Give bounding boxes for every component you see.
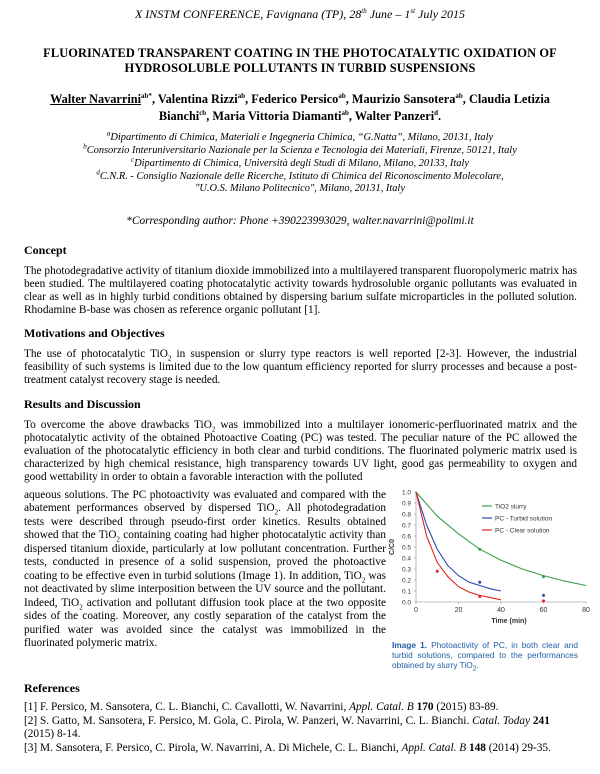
heading-results: Results and Discussion: [24, 397, 141, 411]
data-point: [542, 594, 545, 597]
author-6: Walter Panzeri: [354, 109, 435, 123]
data-point: [436, 570, 439, 573]
reference-3: [3] M. Sansotera, F. Persico, C. Pirola, W. Navarrini, A. Di Michele, C. L. Bianchi, Appl. Catal. B 148 (2014) 29-35.: [24, 742, 551, 754]
author-0: Walter Navarrini: [50, 92, 142, 106]
affiliation-a: $^a$Dipartimento di Chimica, Materiali e Ingegneria Chimica, “G.Natta”, Milano, 20131, Italy: [106, 129, 494, 143]
concept-paragraph: The photodegradative activity of titanium dioxide immobilized into a multilayered transparent fluoropolymeric matrix has been studied. The multilayered coating photocatalytic activity towards hydrosoluble organic pollutants was evaluated in clear as well as in highly turbid conditions obtained by dispersing barium sulfate microparticles in the polluted solution. Rhodamine B-base was chosen as reference organic pollutant [1].: [24, 265, 577, 316]
heading-motivations: Motivations and Objectives: [24, 326, 165, 340]
legend-label-0: TiO2 slurry: [495, 503, 527, 511]
legend-label-1: PC - Turbid solution: [495, 515, 553, 523]
y-tick-label: 0.8: [401, 511, 411, 519]
affiliation-c: $^c$Dipartimento di Chimica, Università degli Studi di Milano, Milano, 20133, Italy: [131, 155, 469, 169]
x-tick-label: 80: [582, 607, 590, 614]
x-tick-label: 20: [454, 607, 463, 614]
affiliation-b: $^b$Consorzio Interuniversitario Nazionale per la Scienza e Tecnologia dei Materiali, Firenze, 50121, Italy: [83, 142, 517, 156]
motivations-paragraph: The use of photocatalytic TiO$_2$ in suspension or slurry type reactors is well reported [2-3]. However, the industrial feasibility of such systems is limited due to the low quantum efficiency reported for slurry processes and because a post-treatment catalyst recovery stage is needed.: [24, 348, 577, 386]
x-tick-label: 0: [414, 607, 418, 614]
data-point: [542, 599, 545, 602]
y-tick-label: 1.0: [401, 489, 411, 497]
results-paragraph-1: To overcome the above drawbacks TiO$_2$ was immobilized into a multilayer ionomeric-perfluorinated matrix and the photocatalytic activity of the obtained Photoactive Coating (PC) was tested. The peculiar nature of the PC allowed the evaluation of the photocatalytic efficiency in both clear and turbid conditions. The fluorinated polymeric matrix used is characterized by high chemical resistance, high transparency towards UV light, good gas permeability to oxygen and good wettability in order to obtain a favorable interaction with the polluted: [24, 419, 577, 483]
paper-title: [40, 46, 560, 76]
photoactivity-chart: [386, 482, 598, 632]
y-tick-label: 0.6: [401, 533, 411, 541]
y-tick-label: 0.4: [401, 555, 411, 563]
author-1: Valentina Rizzi: [157, 92, 238, 106]
x-axis-label: Time (min): [491, 618, 527, 625]
results-paragraph-2: aqueous solutions. The PC photoactivity was evaluated and compared with the abatement performances observed by dispersed TiO$_2$. All photodegradation tests were described through pseudo-first order kinetics. Results obtained showed that the TiO$_2$ containing coating had higher photocatalytic activity than dispersed titanium dioxide, particularly at low pollutant concentration. Further tests, conducted in presence of a solid suspension, proved the photoactive coating to be effective even in turbid solutions (Image 1). In addition, TiO$_2$ was not deactivated by slime interposition between the UV source and the pollutant. Indeed, TiO$_2$ activation and pollutant diffusion took place at the two opposite sides of the coating. Moreover, any costly separation of the catalyst from the purified water was avoided since the catalyst was immobilized in the fluorinated polymeric matrix.: [24, 489, 386, 649]
y-tick-label: 0.1: [401, 588, 411, 596]
reference-1: [1] F. Persico, M. Sansotera, C. L. Bianchi, C. Cavallotti, W. Navarrini, Appl. Catal. B 170 (2015) 83-89.: [24, 701, 499, 713]
conference-header: X INSTM CONFERENCE, Favignana (TP), 28th June – 1st July 2015: [134, 7, 466, 21]
x-tick-label: 60: [539, 607, 548, 614]
legend-label-2: PC - Clear solution: [495, 527, 550, 535]
author-5: Maria Vittoria Diamanti: [212, 109, 342, 123]
y-tick-label: 0.3: [401, 566, 411, 574]
reference-2: [2] S. Gatto, M. Sansotera, F. Persico, M. Gola, C. Pirola, W. Panzeri, W. Navarrini, C. L. Bianchi. Catal. Today 241 (2015) 8-14.: [24, 715, 550, 740]
author-2: Federico Persico: [251, 92, 339, 106]
data-point: [542, 575, 545, 578]
author-3: Maurizio Sansotera: [351, 92, 456, 106]
heading-concept: Concept: [24, 243, 67, 257]
figure-caption: Image 1. Photoactivity of PC, in both clear and turbid solutions, compared to the performances obtained by slurry TiO$_2$.: [392, 640, 578, 673]
y-axis-label: C/C0: [389, 539, 396, 555]
y-tick-label: 0.5: [401, 544, 411, 552]
title-line-2: HYDROSOLUBLE POLLUTANTS IN TURBID SUSPENSIONS: [124, 61, 476, 75]
title-line-1: FLUORINATED TRANSPARENT COATING IN THE PHOTOCATALYTIC OXIDATION OF: [43, 46, 557, 60]
series-line-2: [416, 492, 501, 600]
corresponding-author: *Corresponding author: Phone +390223993029, walter.navarrini@polimi.it: [126, 215, 474, 227]
author-list: Walter Navarrini$^{ab*}$, Valentina Rizzi$^{ab}$, Federico Persico$^{ab}$, Maurizio Sansotera$^{ab}$, Claudia Letizia Bianchi$^{cb}$, Maria Vittoria Diamanti$^{ab}$, Walter Panzeri$^d$.: [50, 91, 550, 123]
data-point: [478, 548, 481, 551]
y-tick-label: 0.7: [401, 522, 411, 530]
heading-references: References: [24, 681, 80, 695]
x-tick-label: 40: [497, 607, 505, 614]
y-tick-label: 0.2: [401, 577, 411, 585]
affiliation-d: $^d$C.N.R. - Consiglio Nazionale delle Ricerche, Istituto di Chimica del Riconoscimento Molecolare, "U.O.S. Milano Politecnico", Milano, 20131, Italy: [96, 168, 504, 194]
y-tick-label: 0.9: [401, 500, 411, 508]
author-4: Claudia Letizia Bianchi: [158, 92, 550, 123]
data-point: [478, 581, 481, 584]
y-tick-label: 0.0: [401, 599, 411, 607]
data-point: [478, 595, 481, 598]
